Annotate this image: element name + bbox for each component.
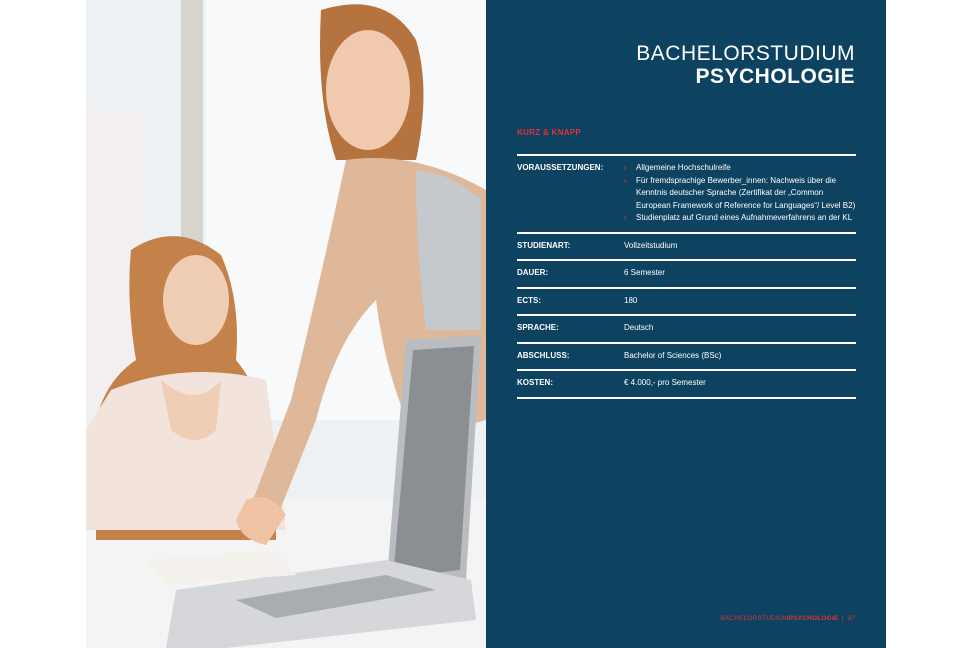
info-panel (486, 0, 886, 648)
table-row (517, 287, 856, 315)
footer-prefix: BACHELORSTUDIUM (720, 615, 789, 622)
list-item-text: Für fremdsprachige Bewerber_innen: Nachweis über die Kenntnis deutscher Sprache (Zertifikat der „Common European Framework of Reference for Languages“/ Level B2) (636, 175, 856, 210)
table-row (517, 342, 856, 370)
page-title (636, 42, 855, 88)
page-number: 37 (847, 615, 855, 622)
photo-illustration (86, 0, 486, 648)
table-row (517, 369, 856, 399)
row-label: ABSCHLUSS: (517, 350, 570, 360)
title-line2: PSYCHOLOGIE (695, 65, 855, 88)
chevron-right-icon: › (624, 213, 627, 222)
list-item-text: Studienplatz auf Grund eines Aufnahmeverfahrens an der KL (636, 213, 853, 222)
section-label: KURZ & KNAPP (517, 128, 582, 137)
footer-bold: PSYCHOLOGIE (788, 615, 839, 622)
row-value: 180 (624, 295, 638, 305)
row-label: KOSTEN: (517, 378, 553, 387)
table-row (517, 314, 856, 342)
list-item (624, 162, 856, 175)
chevron-right-icon: › (624, 163, 627, 172)
row-value (624, 162, 856, 225)
row-label: DAUER: (517, 268, 549, 277)
list-item-text: Allgemeine Hochschulreife (636, 163, 731, 172)
list-item (624, 175, 856, 213)
table-row (517, 232, 856, 260)
row-label: SPRACHE: (517, 323, 559, 332)
cover-photo (86, 0, 486, 648)
chevron-right-icon: › (624, 175, 627, 185)
row-label: VORAUSSETZUNGEN: (517, 163, 604, 172)
table-row (517, 259, 856, 287)
facts-table (517, 154, 856, 399)
row-value: 6 Semester (624, 268, 665, 277)
row-value: Bachelor of Sciences (BSc) (624, 350, 722, 360)
title-line1: BACHELORSTUDIUM (636, 42, 855, 65)
page-footer (720, 615, 855, 622)
row-label: ECTS: (517, 295, 541, 305)
row-value: € 4.000,- pro Semester (624, 378, 706, 387)
footer-separator: | (841, 615, 844, 622)
row-value: Vollzeitstudium (624, 240, 678, 250)
table-row (517, 154, 856, 232)
row-label: STUDIENART: (517, 240, 571, 250)
list-item (624, 212, 856, 225)
row-value: Deutsch (624, 323, 654, 332)
